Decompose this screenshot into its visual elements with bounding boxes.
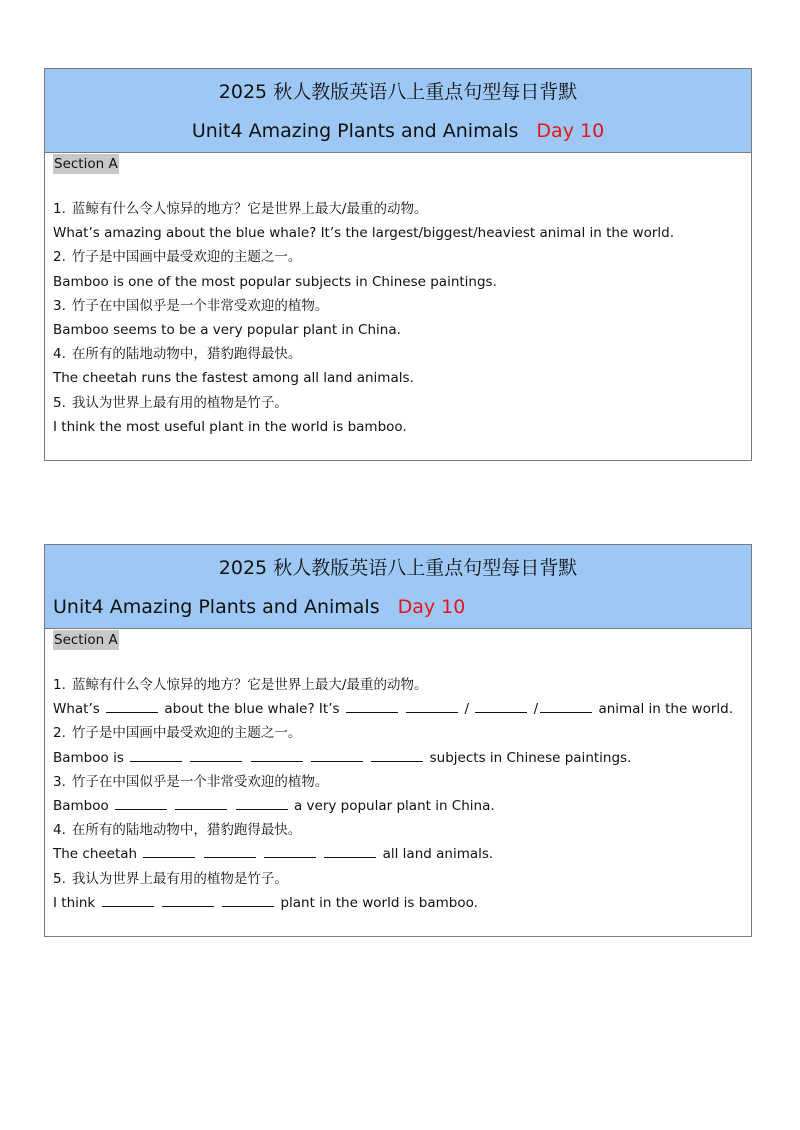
en-sentence-2: Bamboo is one of the most popular subjects in Chinese paintings. (53, 273, 497, 290)
item-number: 1. (53, 201, 66, 217)
unit-line (45, 117, 751, 145)
answer-blank[interactable] (236, 797, 288, 810)
cn-sentence-3 (53, 770, 743, 794)
sentence-list (53, 197, 743, 439)
en-blank-sentence-5 (53, 891, 743, 915)
cn-sentence-5 (53, 867, 743, 891)
en-text: What’s (53, 701, 100, 718)
cn-sentence-2 (53, 245, 743, 269)
cn-text: 蓝鲸有什么令人惊异的地方？它是世界上最大/最重的动物。 (71, 201, 428, 217)
answer-blank[interactable] (406, 700, 458, 713)
slash-separator: / (533, 701, 539, 718)
en-sentence-5: I think the most useful plant in the world is bamboo. (53, 418, 407, 435)
answer-blank[interactable] (162, 894, 214, 907)
cn-text: 蓝鲸有什么令人惊异的地方？它是世界上最大/最重的动物。 (71, 677, 428, 693)
en-blank-sentence-4 (53, 842, 743, 866)
cn-sentence-5 (53, 391, 743, 415)
day-label: Day 10 (536, 120, 605, 142)
answer-blank[interactable] (324, 845, 376, 858)
answer-blank[interactable] (540, 700, 592, 713)
unit-line (53, 593, 465, 621)
answer-blank[interactable] (106, 700, 158, 713)
answer-blank[interactable] (346, 700, 398, 713)
answer-blank[interactable] (175, 797, 227, 810)
item-number: 2. (53, 725, 66, 742)
cn-text: 在所有的陆地动物中，猎豹跑得最快。 (71, 822, 302, 839)
card-body (45, 629, 751, 915)
en-text: subjects in Chinese paintings. (429, 749, 632, 766)
slash-separator: / (464, 701, 469, 718)
answer-blank[interactable] (102, 894, 154, 907)
item-number: 1. (53, 677, 66, 693)
cn-sentence-4 (53, 342, 743, 366)
item-number: 4. (53, 822, 66, 839)
en-text: animal in the world. (598, 701, 734, 718)
card-header (45, 545, 751, 629)
worksheet-card (44, 544, 752, 937)
cn-text: 在所有的陆地动物中，猎豹跑得最快。 (71, 346, 302, 363)
answer-blank[interactable] (371, 749, 423, 762)
item-number: 4. (53, 346, 66, 363)
day-label: Day 10 (397, 596, 466, 618)
unit-title: Unit4 Amazing Plants and Animals (53, 596, 380, 618)
answer-blank[interactable] (130, 749, 182, 762)
item-number: 5. (53, 870, 66, 887)
en-text: all land animals. (382, 846, 494, 863)
sentence-list (53, 673, 743, 915)
en-text: Bamboo (53, 798, 109, 815)
en-blank-sentence-3 (53, 794, 743, 818)
answer-card (44, 68, 752, 461)
card-header (45, 69, 751, 153)
en-blank-sentence-1 (53, 697, 743, 721)
cn-sentence-2 (53, 721, 743, 745)
card-title: 2025 秋人教版英语八上重点句型每日背默 (218, 557, 578, 579)
answer-blank[interactable] (251, 749, 303, 762)
en-text: The cheetah (53, 846, 138, 863)
cn-text: 竹子是中国画中最受欢迎的主题之一。 (71, 725, 302, 742)
en-text: Bamboo is (53, 749, 124, 766)
card-title: 2025 秋人教版英语八上重点句型每日背默 (218, 81, 578, 103)
cn-text: 竹子是中国画中最受欢迎的主题之一。 (71, 249, 302, 266)
en-text: plant in the world is bamboo. (280, 894, 478, 911)
item-number: 3. (53, 773, 66, 790)
cn-text: 我认为世界上最有用的植物是竹子。 (71, 394, 288, 411)
item-number: 5. (53, 394, 66, 411)
card-body (45, 153, 751, 439)
answer-blank[interactable] (190, 749, 242, 762)
answer-blank[interactable] (222, 894, 274, 907)
section-label: Section A (54, 632, 118, 648)
item-number: 3. (53, 297, 66, 314)
answer-blank[interactable] (115, 797, 167, 810)
answer-blank[interactable] (264, 845, 316, 858)
cn-sentence-3 (53, 294, 743, 318)
en-sentence-1: What’s amazing about the blue whale? It’s the largest/biggest/heaviest animal in the world. (53, 225, 674, 242)
unit-title: Unit4 Amazing Plants and Animals (191, 120, 519, 142)
section-label: Section A (54, 156, 118, 172)
cn-sentence-4 (53, 818, 743, 842)
en-sentence-4: The cheetah runs the fastest among all land animals. (53, 370, 414, 387)
cn-text: 竹子在中国似乎是一个非常受欢迎的植物。 (71, 297, 329, 314)
en-sentence-3: Bamboo seems to be a very popular plant in China. (53, 322, 401, 339)
cn-text: 我认为世界上最有用的植物是竹子。 (71, 870, 288, 887)
en-text: about the blue whale? It’s (164, 701, 340, 718)
answer-blank[interactable] (204, 845, 256, 858)
answer-blank[interactable] (475, 700, 527, 713)
en-text: I think (53, 894, 96, 911)
en-text: a very popular plant in China. (293, 798, 495, 815)
answer-blank[interactable] (311, 749, 363, 762)
cn-sentence-1 (53, 673, 743, 697)
answer-blank[interactable] (143, 845, 195, 858)
en-blank-sentence-2 (53, 746, 743, 770)
cn-text: 竹子在中国似乎是一个非常受欢迎的植物。 (71, 773, 329, 790)
item-number: 2. (53, 249, 66, 266)
cn-sentence-1 (53, 197, 743, 221)
